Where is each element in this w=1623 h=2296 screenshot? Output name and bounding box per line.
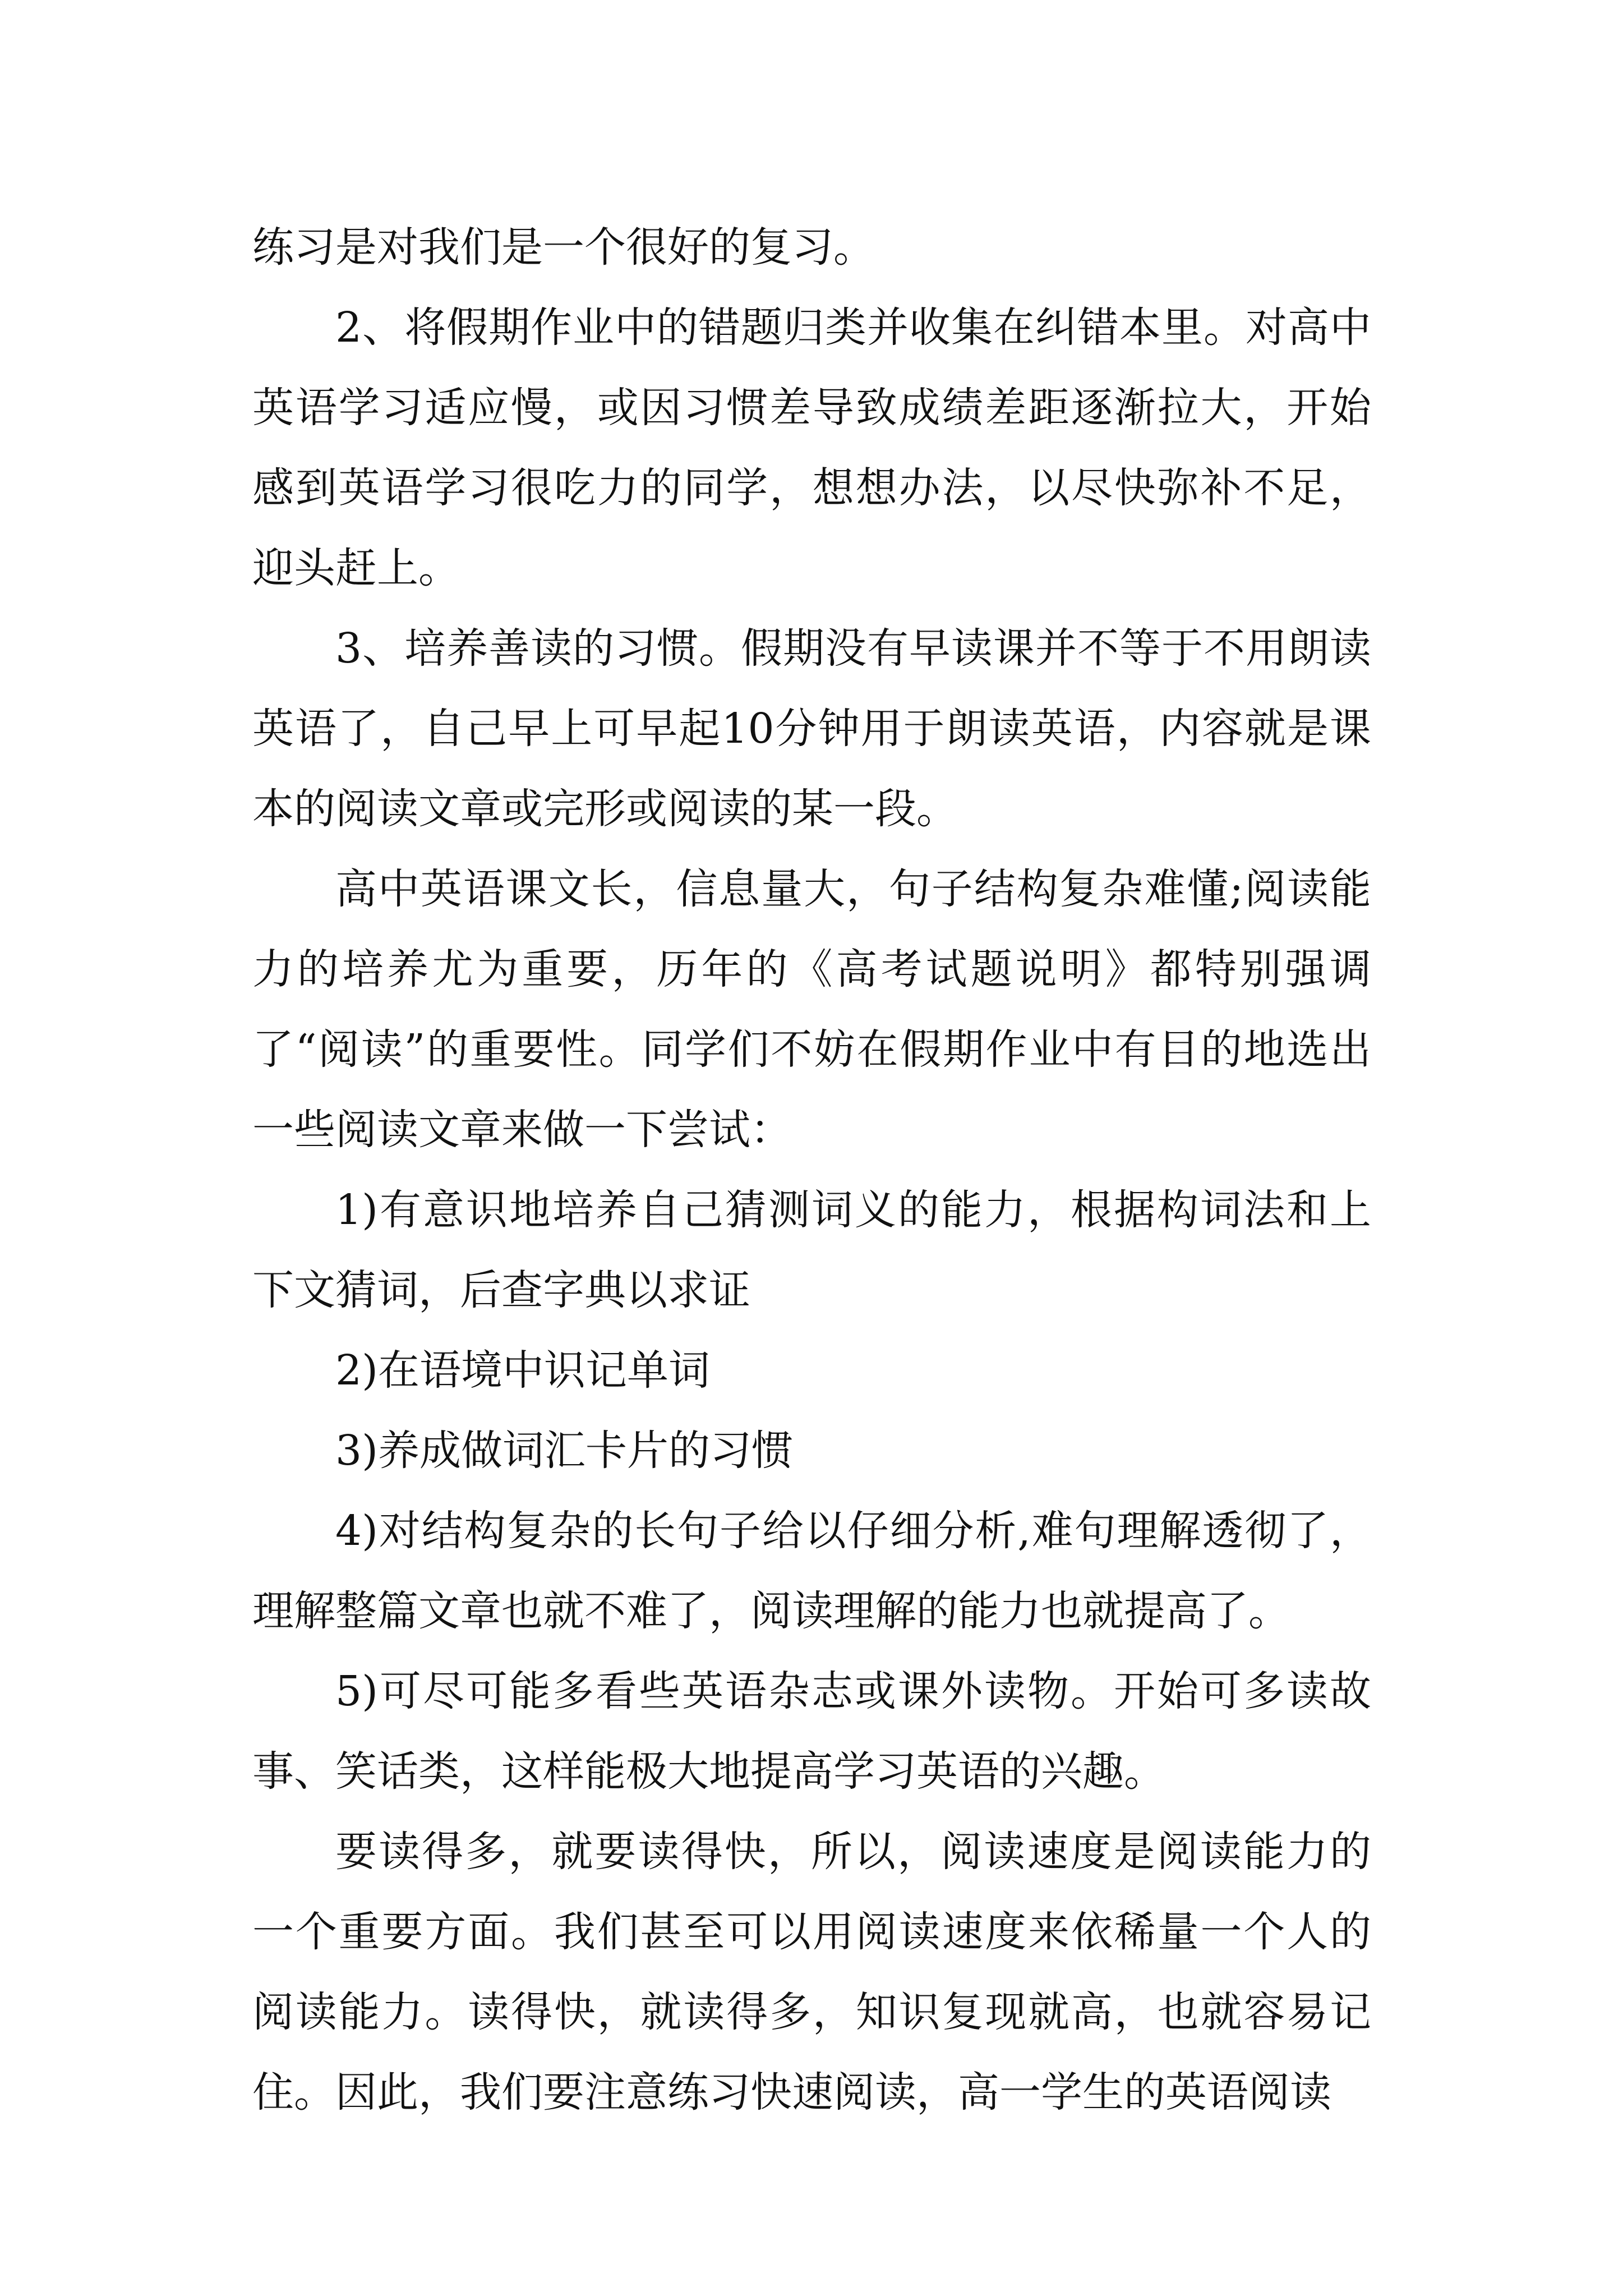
paragraph-item-2: 2、将假期作业中的错题归类并收集在纠错本里。对高中英语学习适应慢，或因习惯差导致成绩差距逐渐拉大，开始感到英语学习很吃力的同学，想想办法，以尽快弥补不足，迎头赶上。	[252, 303, 1371, 592]
paragraph-reading-intro: 高中英语课文长，信息量大，句子结构复杂难懂;阅读能力的培养尤为重要，历年的《高考试题说明》都特别强调了“阅读”的重要性。同学们不妨在假期作业中有目的地选出一些阅读文章来做一下尝试：	[252, 865, 1371, 1154]
paragraph-item-3: 3、培养善读的习惯。假期没有早读课并不等于不用朗读英语了，自己早上可早起10分钟用于朗读英语，内容就是课本的阅读文章或完形或阅读的某一段。	[252, 624, 1371, 833]
paragraph-tip-1: 1)有意识地培养自己猜测词义的能力，根据构词法和上下文猜词，后查字典以求证	[252, 1186, 1371, 1314]
paragraph-tip-5: 5)可尽可能多看些英语杂志或课外读物。开始可多读故事、笑话类，这样能极大地提高学习英语的兴趣。	[252, 1667, 1371, 1796]
paragraph-tip-4: 4)对结构复杂的长句子给以仔细分析,难句理解透彻了，理解整篇文章也就不难了，阅读理解的能力也就提高了。	[252, 1507, 1371, 1635]
paragraph-continuation: 练习是对我们是一个很好的复习。	[252, 223, 875, 272]
paragraph-reading-speed: 要读得多，就要读得快，所以，阅读速度是阅读能力的一个重要方面。我们甚至可以用阅读速度来依稀量一个人的阅读能力。读得快，就读得多，知识复现就高，也就容易记住。因此，我们要注意练习快速阅读，高一学生的英语阅读	[252, 1828, 1371, 2116]
document-body	[252, 208, 1371, 2133]
paragraph-tip-3: 3)养成做词汇卡片的习惯	[335, 1427, 793, 1475]
paragraph-tip-2: 2)在语境中识记单词	[335, 1346, 710, 1395]
